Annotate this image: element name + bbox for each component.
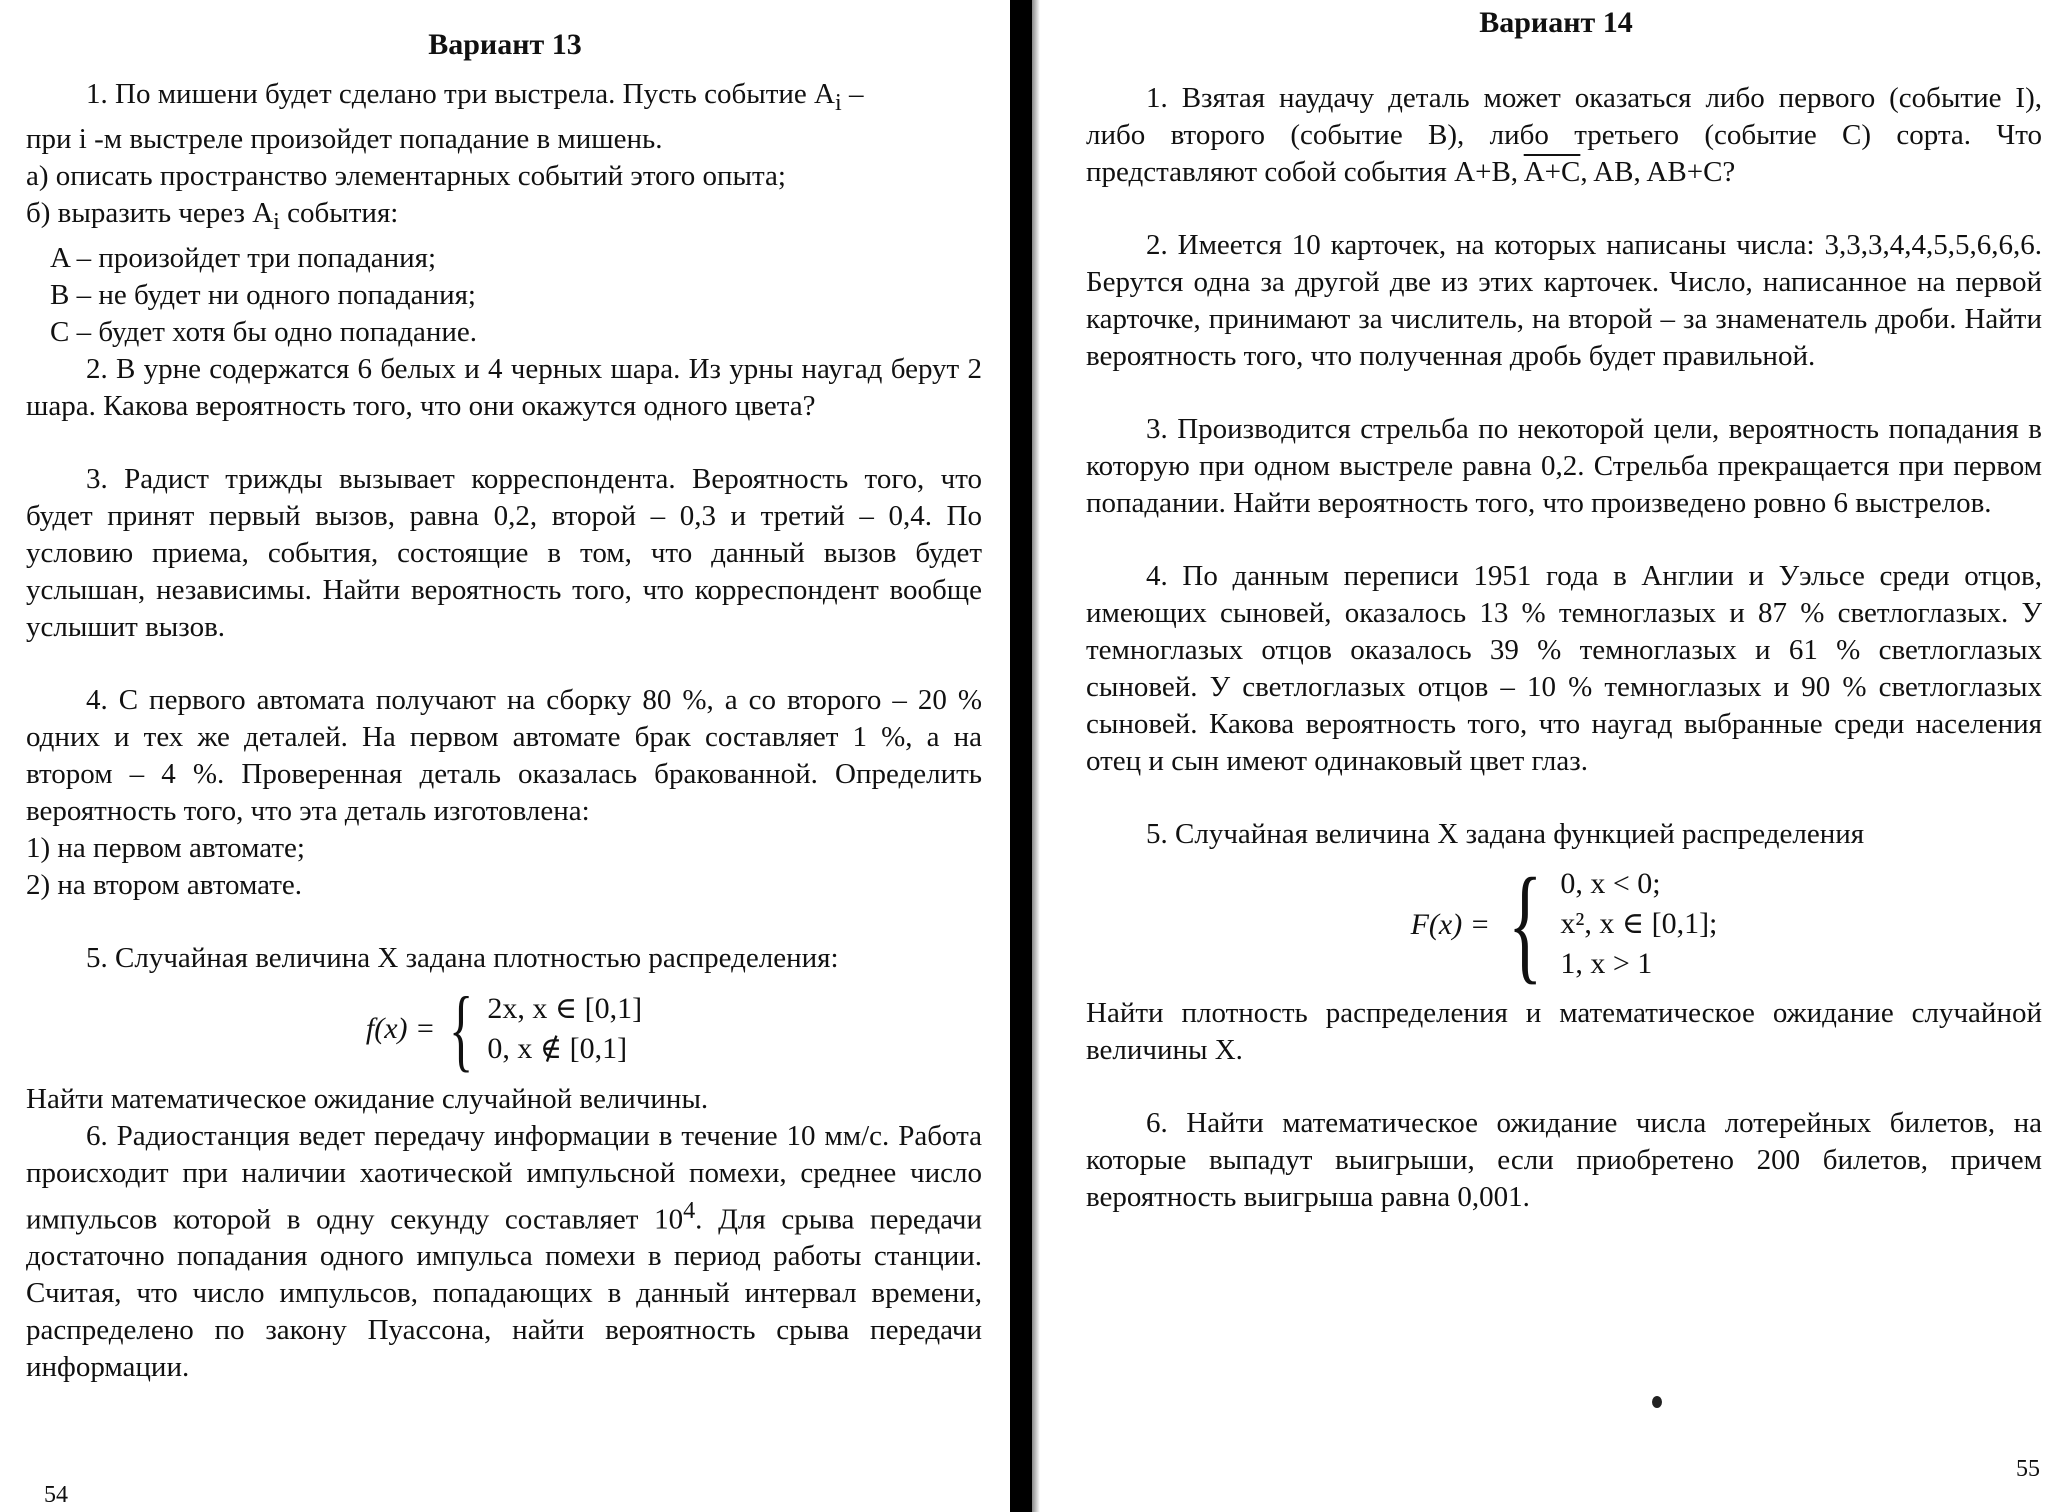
distribution-formula (1086, 852, 2042, 996)
problem-2: 2. В урне содержатся 6 белых и 4 черных шара. Из урны наугад берут 2 шара. Какова вероятность того, что они окажутся одного цвета? (26, 352, 982, 422)
problem-3: 3. Производится стрельба по некоторой цели, вероятность попадания в которую при одном выстреле равна 0,2. Стрельба прекращается при первом попадании. Найти вероятность того, что произведено ровно 6 выстрелов. (1086, 413, 2042, 519)
spine-shadow (1032, 0, 1040, 1512)
brace-icon: { (449, 977, 474, 1080)
ink-mark (1652, 1396, 1662, 1408)
problem-4-item-2: 2) на втором автомате. (26, 868, 303, 901)
formula-case-2: 0, x ∉ [0,1] (487, 1031, 628, 1065)
problem-4-item-1: 1) на первом автомате; (26, 831, 305, 864)
density-formula (26, 977, 982, 1080)
right-problems (1086, 80, 2042, 1216)
formula-case-3: 1, x > 1 (1560, 947, 1653, 980)
event-b: B – не будет ни одного попадания; (50, 278, 476, 311)
formula-cases (1560, 864, 1717, 984)
formula-case-1: 0, x < 0; (1560, 867, 1661, 900)
formula-cases (487, 989, 642, 1069)
formula-case-1: 2x, x ∈ [0,1] (487, 991, 643, 1025)
problem-1 (26, 76, 982, 351)
problem-1-line-2: при i -м выстреле произойдет попадание в мишень. (26, 122, 663, 155)
page-number-right: 55 (2016, 1456, 2040, 1482)
event-c: C – будет хотя бы одно попадание. (50, 315, 477, 348)
problem-5 (26, 940, 982, 1118)
problem-4-text: 4. С первого автомата получают на сборку 80 %, а со второго – 20 % одних и тех же деталей. На первом автомате брак составляет 1 %, а на втором – 4 %. Проверенная деталь оказалась бракованной. Определить вероятность того, что эта деталь изготовлена: (26, 683, 982, 827)
variant-13-title: Вариант 13 (428, 28, 582, 61)
problem-2: 2. Имеется 10 карточек, на которых написаны числа: 3,3,3,4,4,5,5,6,6,6. Берутся одна за другой две из этих карточек. Число, написанное на первой карточке, принимают за числитель, на второй – за знаменатель дроби. Найти вероятность того, что полученная дробь будет правильной. (1086, 229, 2042, 372)
problem-1-item-a: а) описать пространство элементарных событий этого опыта; (26, 159, 786, 192)
brace-icon: { (1508, 852, 1543, 996)
problem-3: 3. Радист трижды вызывает корреспондента. Вероятность того, что будет принят первый вызов, равна 0,2, второй – 0,3 и третий – 0,4. По условию приема, события, состоящие в том, что данный вызов будет услышан, независимы. Найти вероятность того, что корреспондент вообще услышит вызов. (26, 462, 982, 643)
page-number-left: 54 (44, 1482, 68, 1508)
problem-4: 4. По данным переписи 1951 года в Англии и Уэльсе среди отцов, имеющих сыновей, оказалось 13 % темноглазых и 87 % светлоглазых. У темноглазых отцов оказалось 39 % темноглазых и 61 % светлоглазых сыновей. У светлоглазых отцов – 10 % темноглазых и 90 % светлоглазых сыновей. Какова вероятность того, что наугад выбранные среди населения отец и сын имеют одинаковый цвет глаз. (1086, 560, 2042, 777)
formula-lhs: f(x) = (365, 1012, 436, 1046)
book-spine (1010, 0, 1032, 1512)
event-a: A – произойдет три попадания; (50, 241, 437, 274)
problem-1-line-1: 1. По мишени будет сделано три выстрела. Пусть событие $A_i$ – (86, 78, 864, 116)
problem-5-intro: 5. Случайная величина X задана плотностью распределения: (86, 941, 839, 974)
problem-1: 1. Взятая наудачу деталь может оказаться либо первого (событие I), либо второго (событие B), либо третьего (событие C) сорта. Что представляют собой события A+B, A+C, AB, AB+C? (1086, 82, 2042, 188)
problem-6: 6. Радиостанция ведет передачу информации в течение 10 мм/с. Работа происходит при наличии хаотической импульсной помехи, среднее число импульсов которой в одну секунду составляет $10^4$. Для срыва передачи достаточно попадания одного импульса помехи в период работы станции. Считая, что число импульсов, попадающих в данный интервал времени, распределено по закону Пуассона, найти вероятность срыва передачи информации. (26, 1119, 982, 1384)
formula-lhs: F(x) = (1410, 907, 1490, 941)
problem-1-item-b: б) выразить через $A_i$ события: (26, 196, 399, 235)
problem-5-question: Найти математическое ожидание случайной величины. (26, 1082, 709, 1115)
left-problems (26, 76, 982, 1386)
problem-5 (1086, 816, 2042, 1069)
problem-5-question: Найти плотность распределения и математическое ожидание случайной величины X. (1086, 997, 2042, 1066)
formula-case-2: x², x ∈ [0,1]; (1560, 907, 1718, 940)
problem-6: 6. Найти математическое ожидание числа лотерейных билетов, на которые выпадут выигрыши, если приобретено 200 билетов, причем вероятность выигрыша равна 0,001. (1086, 1107, 2042, 1213)
problem-4 (26, 682, 982, 904)
left-page (0, 0, 1010, 1512)
problem-5-intro: 5. Случайная величина X задана функцией распределения (1146, 818, 1865, 850)
variant-14-title: Вариант 14 (1479, 6, 1633, 39)
right-page (1040, 0, 2072, 1512)
